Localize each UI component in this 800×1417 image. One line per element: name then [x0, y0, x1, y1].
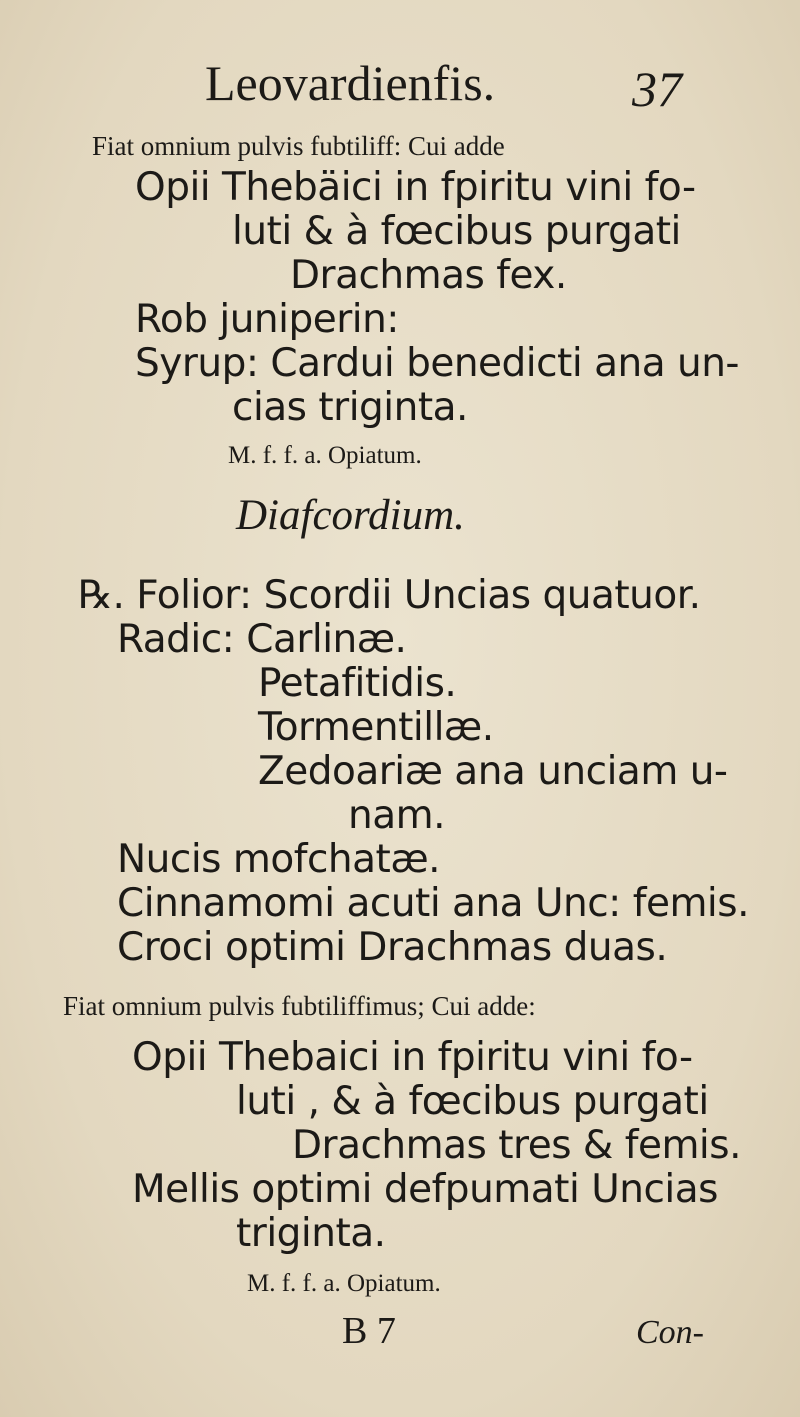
ingredient-line: nam.	[348, 793, 446, 838]
ingredient-line: Tormentillæ.	[258, 705, 494, 750]
recipe-end-line: M. f. f. a. Opiatum.	[228, 442, 422, 469]
ingredient-line: Syrup: Cardui benedicti ana un-	[135, 341, 740, 386]
ingredient-line: Petafitidis.	[258, 661, 457, 706]
ingredient-line: Rob juniperin:	[135, 297, 399, 342]
ingredient-line: ℞. Folior: Scordii Uncias quatuor.	[78, 573, 701, 618]
section-title: Diafcordium.	[236, 492, 465, 539]
ingredient-line: Opii Thebaici in fpiritu vini fo-	[132, 1035, 693, 1080]
ingredient-line: Drachmas fex.	[290, 253, 567, 298]
recipe-end-line: M. f. f. a. Opiatum.	[247, 1270, 441, 1297]
page-number: 37	[632, 61, 682, 117]
ingredient-line: triginta.	[236, 1211, 386, 1256]
running-header: Leovardienfis.	[205, 55, 496, 111]
ingredient-line: luti , & à fœcibus purgati	[236, 1079, 709, 1124]
ingredient-line: luti & à fœcibus purgati	[232, 209, 681, 254]
catchword: Con-	[636, 1314, 704, 1351]
ingredient-line: Radic: Carlinæ.	[117, 617, 407, 662]
ingredient-line: Drachmas tres & femis.	[292, 1123, 741, 1168]
ingredient-line: Nucis mofchatæ.	[117, 837, 441, 882]
ingredient-line: Mellis optimi defpumati Uncias	[132, 1167, 718, 1212]
ingredient-line: cias triginta.	[232, 385, 468, 430]
ingredient-line: Croci optimi Drachmas duas.	[117, 925, 668, 970]
ingredient-line: Opii Thebäici in fpiritu vini fo-	[135, 165, 696, 210]
signature-mark: B 7	[342, 1310, 396, 1352]
instruction-line: Fiat omnium pulvis fubtiliffimus; Cui adde:	[63, 991, 536, 1021]
instruction-line: Fiat omnium pulvis fubtiliff: Cui adde	[92, 131, 505, 161]
ingredient-line: Zedoariæ ana unciam u-	[258, 749, 728, 794]
ingredient-line: Cinnamomi acuti ana Unc: femis.	[117, 881, 749, 926]
